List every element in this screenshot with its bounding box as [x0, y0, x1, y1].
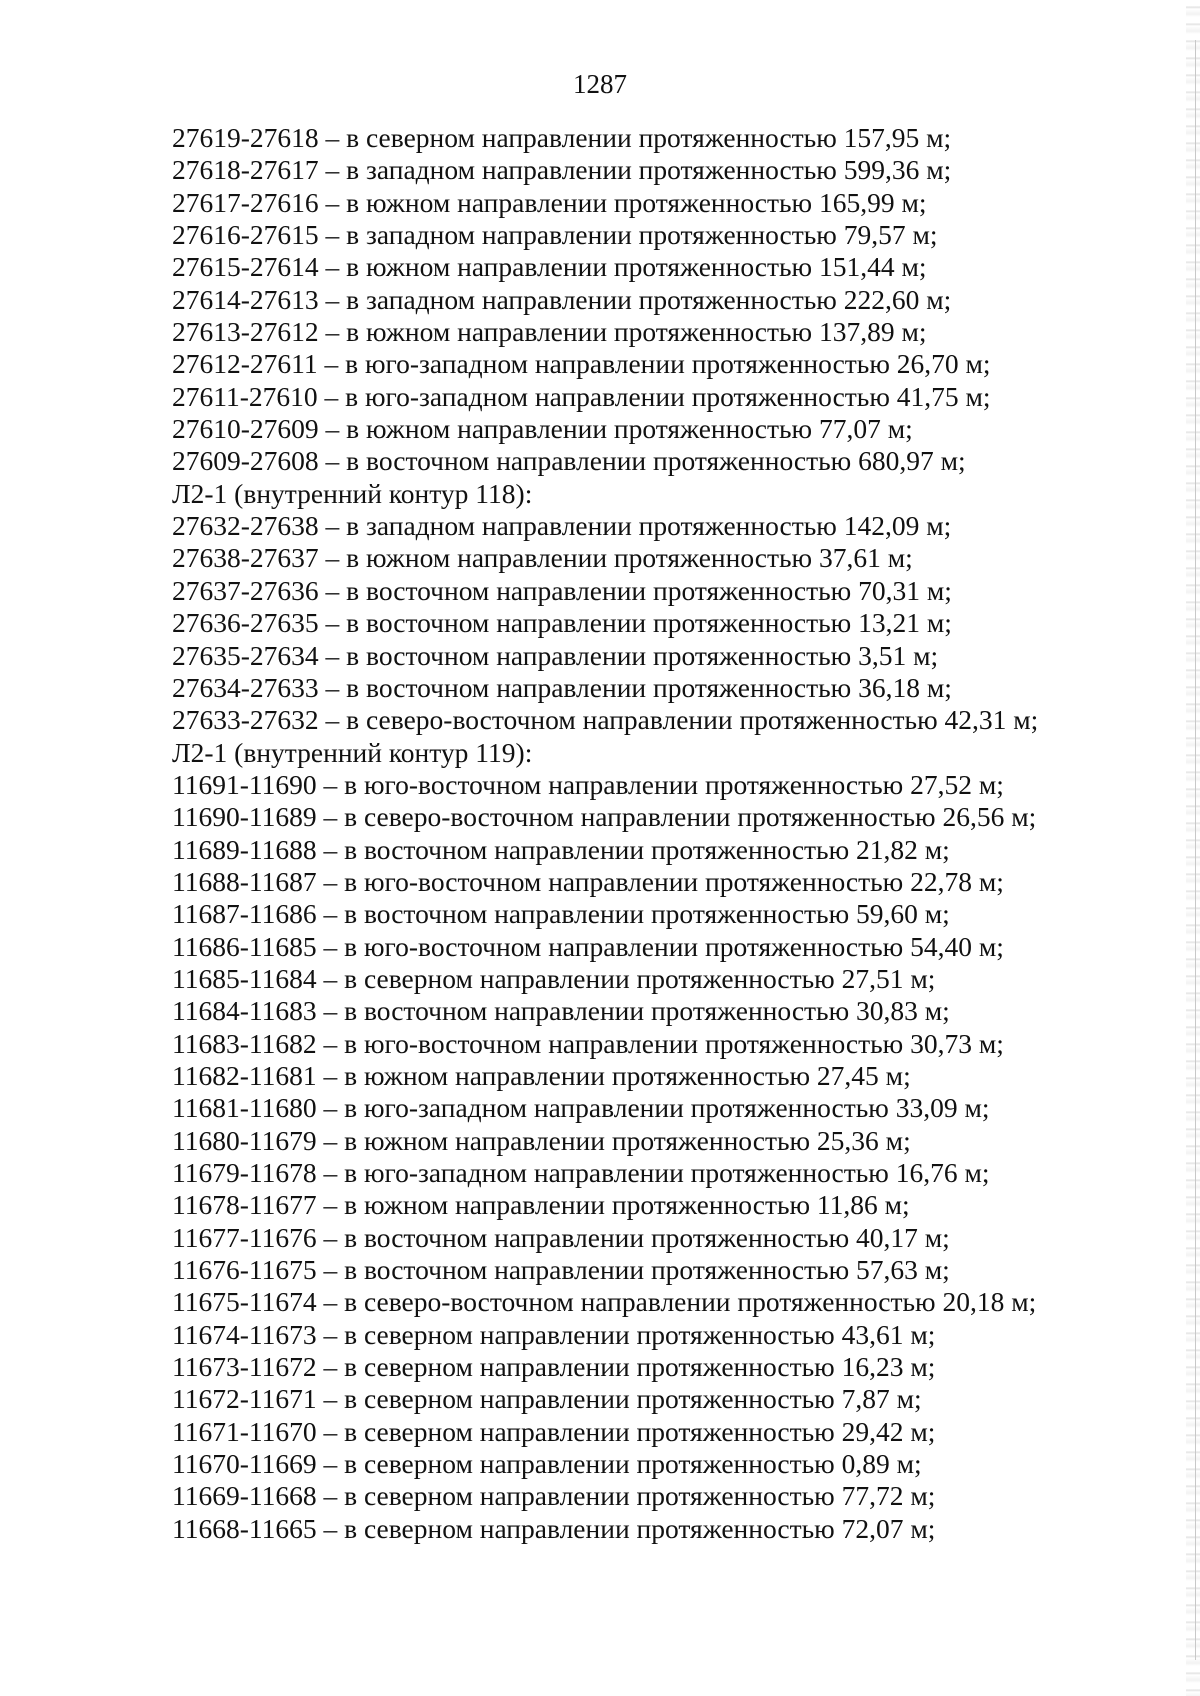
boundary-line: 11678-11677 – в южном направлении протяженностью 11,86 м;	[172, 1189, 910, 1221]
section-heading: Л2-1 (внутренний контур 118):	[172, 477, 533, 509]
boundary-line: 11682-11681 – в южном направлении протяженностью 27,45 м;	[172, 1059, 911, 1091]
boundary-line: 27635-27634 – в восточном направлении протяженностью 3,51 м;	[172, 639, 939, 671]
boundary-line: 11670-11669 – в северном направлении протяженностью 0,89 м;	[172, 1448, 922, 1480]
boundary-line: 27609-27608 – в восточном направлении протяженностью 680,97 м;	[172, 445, 966, 477]
boundary-line: 27638-27637 – в южном направлении протяженностью 37,61 м;	[172, 542, 913, 574]
boundary-line: 11681-11680 – в юго-западном направлении протяженностью 33,09 м;	[172, 1092, 990, 1124]
boundary-line: 11672-11671 – в северном направлении протяженностью 7,87 м;	[172, 1383, 922, 1415]
boundary-line: 27618-27617 – в западном направлении протяженностью 599,36 м;	[172, 154, 952, 186]
boundary-line: 11688-11687 – в юго-восточном направлении протяженностью 22,78 м;	[172, 865, 1004, 897]
boundary-line: 27619-27618 – в северном направлении протяженностью 157,95 м;	[172, 122, 952, 153]
boundary-line: 11690-11689 – в северо-восточном направлении протяженностью 26,56 м;	[172, 801, 1037, 833]
boundary-line: 27611-27610 – в юго-западном направлении протяженностью 41,75 м;	[172, 380, 991, 412]
boundary-line: 11689-11688 – в восточном направлении протяженностью 21,82 м;	[172, 833, 950, 865]
scan-edge-artifact	[1186, 0, 1200, 1696]
boundary-line: 11677-11676 – в восточном направлении протяженностью 40,17 м;	[172, 1221, 950, 1253]
page-number: 1287	[573, 69, 627, 99]
boundary-line: 27632-27638 – в западном направлении протяженностью 142,09 м;	[172, 510, 952, 542]
boundary-line: 11671-11670 – в северном направлении протяженностью 29,42 м;	[172, 1415, 936, 1447]
boundary-line: 11668-11665 – в северном направлении протяженностью 72,07 м;	[172, 1512, 936, 1544]
boundary-description-list	[172, 122, 1172, 1545]
boundary-line: 11679-11678 – в юго-западном направлении протяженностью 16,76 м;	[172, 1157, 990, 1188]
boundary-line: 11691-11690 – в юго-восточном направлении протяженностью 27,52 м;	[172, 768, 1004, 800]
boundary-line: 27616-27615 – в западном направлении протяженностью 79,57 м;	[172, 219, 938, 251]
boundary-line: 11673-11672 – в северном направлении протяженностью 16,23 м;	[172, 1351, 936, 1383]
boundary-line: 27617-27616 – в южном направлении протяженностью 165,99 м;	[172, 186, 927, 218]
boundary-line: 27613-27612 – в южном направлении протяженностью 137,89 м;	[172, 316, 927, 348]
scan-edge-line	[1195, 40, 1196, 1660]
boundary-line: 11676-11675 – в восточном направлении протяженностью 57,63 м;	[172, 1254, 950, 1286]
boundary-line: 27612-27611 – в юго-западном направлении протяженностью 26,70 м;	[172, 348, 991, 380]
boundary-line: 11680-11679 – в южном направлении протяженностью 25,36 м;	[172, 1124, 911, 1156]
boundary-line: 11685-11684 – в северном направлении протяженностью 27,51 м;	[172, 962, 936, 994]
boundary-line: 11684-11683 – в восточном направлении протяженностью 30,83 м;	[172, 995, 950, 1027]
boundary-line: 11674-11673 – в северном направлении протяженностью 43,61 м;	[172, 1318, 936, 1350]
boundary-line: 27614-27613 – в западном направлении протяженностью 222,60 м;	[172, 283, 952, 315]
boundary-line: 11686-11685 – в юго-восточном направлении протяженностью 54,40 м;	[172, 930, 1004, 962]
boundary-line: 11687-11686 – в восточном направлении протяженностью 59,60 м;	[172, 898, 950, 930]
boundary-line: 27637-27636 – в восточном направлении протяженностью 70,31 м;	[172, 574, 952, 606]
boundary-line: 27634-27633 – в восточном направлении протяженностью 36,18 м;	[172, 671, 952, 703]
boundary-line: 27610-27609 – в южном направлении протяженностью 77,07 м;	[172, 413, 913, 445]
boundary-line: 27633-27632 – в северо-восточном направлении протяженностью 42,31 м;	[172, 704, 1039, 736]
boundary-line: 11669-11668 – в северном направлении протяженностью 77,72 м;	[172, 1480, 936, 1512]
boundary-line: 27615-27614 – в южном направлении протяженностью 151,44 м;	[172, 251, 927, 283]
boundary-line: 27636-27635 – в восточном направлении протяженностью 13,21 м;	[172, 607, 952, 639]
section-heading: Л2-1 (внутренний контур 119):	[172, 736, 533, 768]
boundary-line: 11683-11682 – в юго-восточном направлении протяженностью 30,73 м;	[172, 1027, 1004, 1059]
boundary-line: 11675-11674 – в северо-восточном направлении протяженностью 20,18 м;	[172, 1286, 1037, 1318]
